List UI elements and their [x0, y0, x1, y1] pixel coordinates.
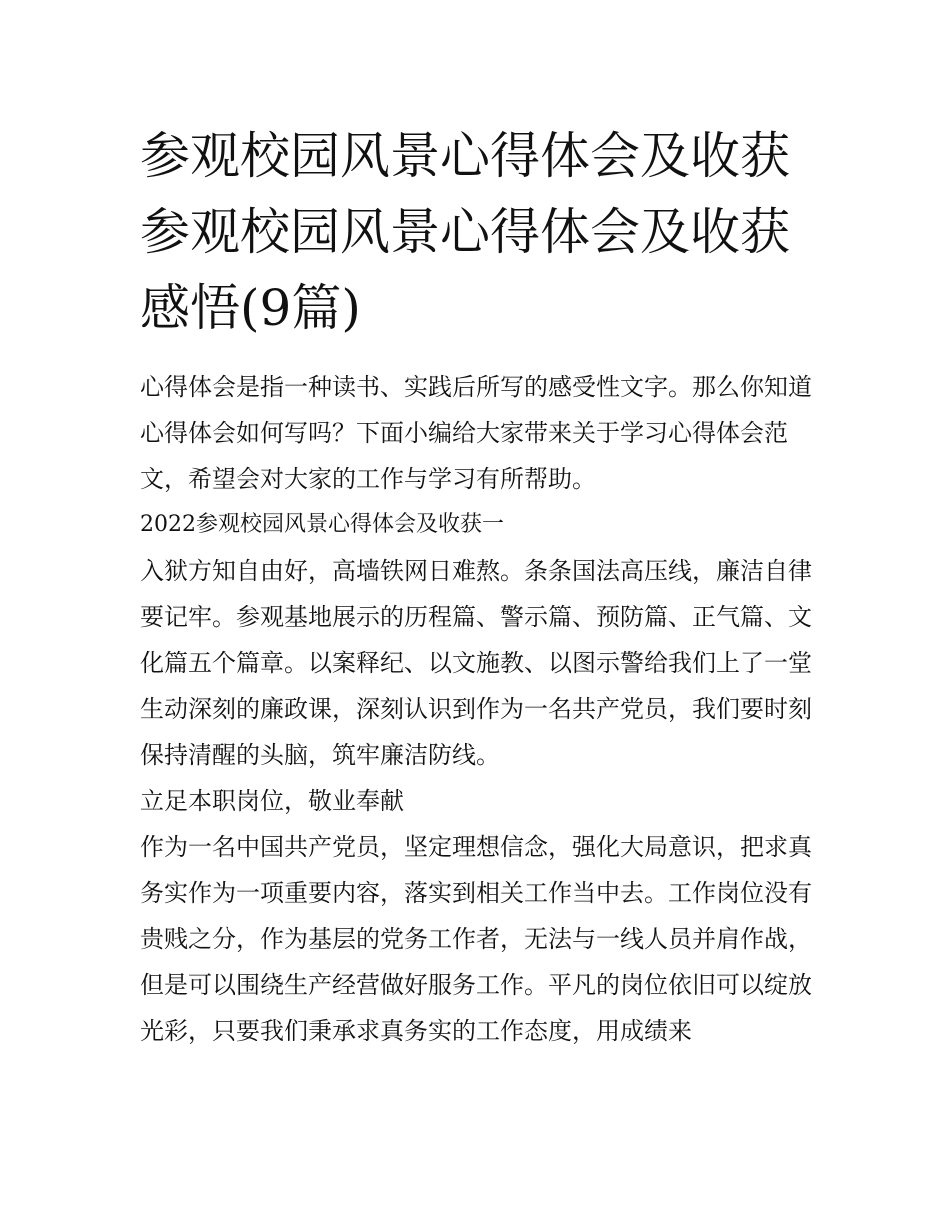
intro-paragraph: 心得体会是指一种读书、实践后所写的感受性文字。那么你知道心得体会如何写吗？下面小编给大家带来关于学习心得体会范文，希望会对大家的工作与学习有所帮助。 [140, 373, 812, 493]
section-heading-1: 2022参观校园风景心得体会及收获一 [140, 512, 504, 537]
section-1-paragraph: 入狱方知自由好，高墙铁网日难熬。条条国法高压线，廉洁自律要记牢。参观基地展示的历程篇、警示篇、预防篇、正气篇、文化篇五个篇章。以案释纪、以文施教、以图示警给我们上了一堂生动深刻的廉政课，深刻认识到作为一名共产党员，我们要时刻保持清醒的头脑，筑牢廉洁防线。 [140, 557, 812, 769]
document-title: 参观校园风景心得体会及收获参观校园风景心得体会及收获感悟(9篇) [140, 127, 790, 337]
document-page [140, 118, 820, 1054]
section-2-paragraph: 作为一名中国共产党员，坚定理想信念，强化大局意识，把求真务实作为一项重要内容，落实到相关工作当中去。工作岗位没有贵贱之分，作为基层的党务工作者，无法与一线人员并肩作战，但是可以围绕生产经营做好服务工作。平凡的岗位依旧可以绽放光彩，只要我们秉承求真务实的工作态度，用成绩来 [140, 833, 812, 1045]
subheading-1: 立足本职岗位，敬业奉献 [140, 787, 404, 815]
